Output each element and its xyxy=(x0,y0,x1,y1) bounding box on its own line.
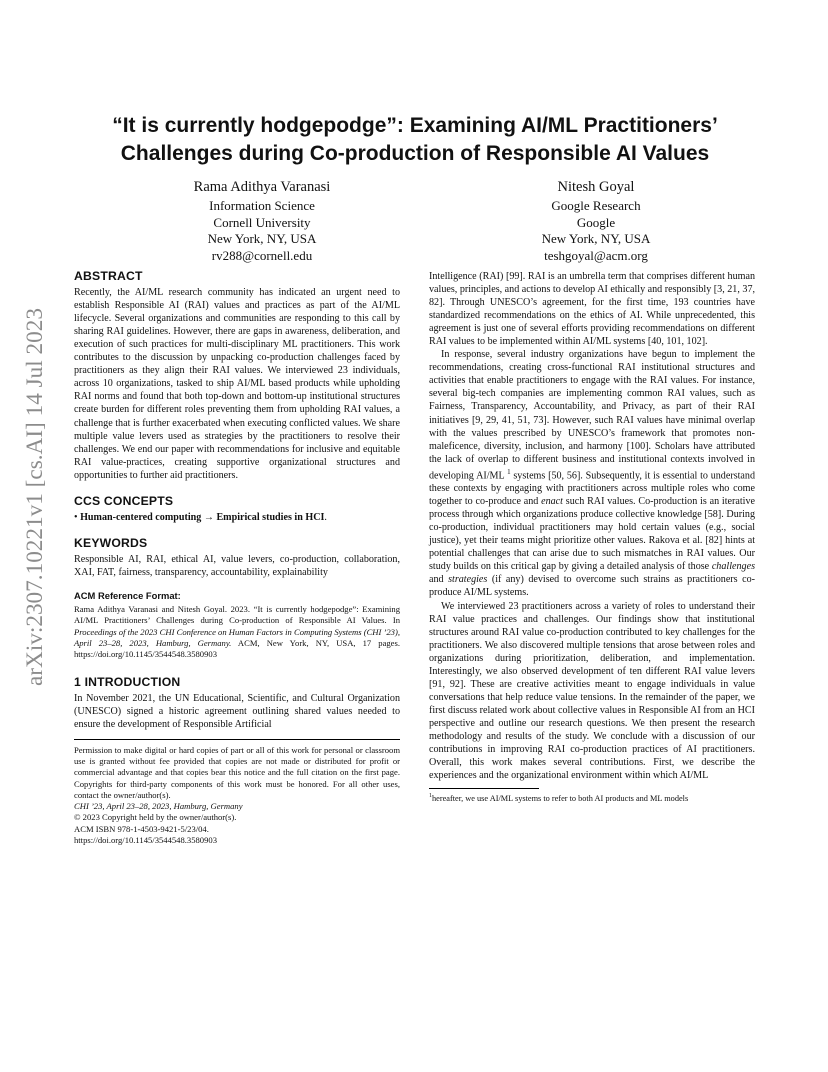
body-paragraph-1: Intelligence (RAI) [99]. RAI is an umbrella term that comprises different human values, principles, and actions to develop AI ethically and responsibly [3, 21, 37, 82]. Through UNESCO’s agreement, for the first time, 193 countries have standardized recommendations on the ethics of AI. While unprecedented, this agreement is just one of several efforts providing recommendations on different RAI values to be implemented within AI/ML systems [40, 101, 102]. xyxy=(429,271,756,348)
permission-text: Permission to make digital or hard copies of part or all of this work for personal or classroom use is granted without fee provided that copies are not made or distributed for profit or commercial advantage and that copies bear this notice and the full citation on the first page. Copyrights for third-party components of this work must be honored. For all other uses, contact the owner/author(s). xyxy=(74,744,400,800)
acm-ref-part1: Rama Adithya Varanasi and Nitesh Goyal. 2023. “It is currently hodgepodge”: Examining AI/ML Practitioners’ Challenges during Co-production of Responsible AI Values. In xyxy=(74,604,400,626)
keywords-text: Responsible AI, RAI, ethical AI, value levers, co-production, collaboration, XAI, FAT, fairness, transparency, accountability, explainability xyxy=(74,553,400,578)
p2-text-e: (if any) devised to overcome such strains as practitioners co-produce AI/ML systems. xyxy=(429,574,755,599)
author-organization: Cornell University xyxy=(213,214,311,230)
ccs-arrow: → xyxy=(203,511,214,523)
arxiv-stamp-svg xyxy=(20,306,48,686)
arxiv-id-text: arXiv:2307.10221v1 [cs.AI] 14 Jul 2023 xyxy=(22,311,47,686)
ccs-bullet: • xyxy=(74,511,78,523)
acm-reference-heading: ACM Reference Format: xyxy=(74,589,181,601)
doi-line: https://doi.org/10.1145/3544548.3580903 xyxy=(74,835,217,846)
introduction-heading: 1 INTRODUCTION xyxy=(74,674,181,689)
footer-rule xyxy=(74,739,400,740)
isbn-line: ACM ISBN 978-1-4503-9421-5/23/04. xyxy=(74,823,209,834)
conference-text: CHI ’23, April 23–28, 2023, Hamburg, Germany xyxy=(74,801,243,812)
permission-block xyxy=(74,745,400,847)
author-department: Information Science xyxy=(209,198,315,213)
author-organization: Google xyxy=(576,214,616,230)
ccs-heading: CCS CONCEPTS xyxy=(74,493,174,508)
p2-text-c: such RAI values. Co-production is an iterative process through which organizations produce collective knowledge [58]. During co-production, individual practitioners may hold certain values (e.g., social justice), yet their teams might prioritize other values. Rakova et al. [82] hints at potential challenges that can arise due to such mismatches in RAI values. Our study builds on this critical gap by giving a detailed analysis of those xyxy=(429,496,755,573)
ccs-concept-a: Human-centered computing xyxy=(80,511,202,523)
left-column xyxy=(74,270,400,846)
intro-paragraph: In November 2021, the UN Educational, Scientific, and Cultural Organization (UNESCO) signed a historic agreement outlining shared values needed to ensure the development of Responsible Artificial xyxy=(74,692,400,730)
paper-title: “It is currently hodgepodge”: Examining AI/ML Practitioners’ Challenges during Co-production of Responsible AI Values xyxy=(112,114,718,165)
author-location: New York, NY, USA xyxy=(541,231,651,246)
body-paragraph-3: We interviewed 23 practitioners across a variety of roles to understand their RAI value practices and challenges. Our findings show that institutional structures around RAI value co-production contributed to key challenges for the practitioners. We also discovered multiple tensions that arose between roles and organizations during prioritization, deliberation, and implementation. Interestingly, we also observed development of ten different RAI value levers [91, 92]. These are creative activities meant to engage individuals in value conversations that help reduce value tensions. In the remainder of the paper, we first discuss related work about collective values in Responsible AI from an HCI perspective and outline our research questions. We then present the research methodology and results of the study. We conclude with a discussion of our contributions in improving RAI co-production practices of AI practitioners. Overall, this work makes several contributions. First, we describe the experiences and the organizational environment within which AI/ML xyxy=(429,600,755,782)
author-email: teshgoyal@acm.org xyxy=(544,247,648,263)
footnote-number: 1 xyxy=(429,793,432,800)
footnote-marker: 1 xyxy=(507,467,511,476)
p2-text-d: and xyxy=(429,574,449,586)
author-email: rv288@cornell.edu xyxy=(211,247,313,263)
p2-text-b: systems [50, 56]. Subsequently, it is essential to understand these contexts by engaging with practitioners across multiple roles who come together to co-produce and xyxy=(429,470,755,508)
author-department: Google Research xyxy=(551,198,641,213)
footnote-content: hereafter, we use AI/ML systems to refer to both AI products and ML models xyxy=(432,793,689,803)
author-location: New York, NY, USA xyxy=(207,231,317,246)
abstract-heading: ABSTRACT xyxy=(74,269,143,283)
footnote-area xyxy=(429,788,755,804)
p2-text-a: In response, several industry organizations have begun to implement the recommendations, creating cross-functional RAI institutional structures and activities that enable practitioners to engage with the RAI values. For instance, several big-tech companies are implementing common RAI values, such as Fairness, Transparency, Accountability, and Privacy, as part of their RAI initiatives [9, 29, 41, 51, 73]. However, such RAI values have minimal overlap with the values prescribed by UNESCO’s framework that promotes non-maleficence, diversity, inclusion, and harmony [100]. Scholars have attributed the lack of overlap to different business and institutional contexts involved in developing AI/ML xyxy=(429,349,755,482)
body-paragraph-2 xyxy=(429,348,755,599)
ccs-concepts xyxy=(74,511,400,524)
author-block-2 xyxy=(476,178,716,264)
acm-reference-text xyxy=(74,604,400,660)
conference-line xyxy=(74,801,400,812)
acm-ref-part2: ACM, New York, NY, USA, 17 pages. https://doi.org/10.1145/3544548.3580903 xyxy=(74,637,400,660)
p2-emphasis-enact: enact xyxy=(541,496,563,508)
acm-ref-venue: Proceedings of the 2023 CHI Conference on Human Factors in Computing Systems (CHI ’23), April 23–28, 2023, Hamburg, Germany. xyxy=(74,626,400,648)
keywords-heading: KEYWORDS xyxy=(74,535,148,550)
ccs-concept-b: Empirical studies in HCI xyxy=(216,511,325,523)
copyright-line: © 2023 Copyright held by the owner/author(s). xyxy=(74,812,237,823)
arxiv-identifier-stamp xyxy=(20,306,48,686)
footnote-rule xyxy=(429,788,539,789)
author-name: Nitesh Goyal xyxy=(557,179,635,195)
abstract-text: Recently, the AI/ML research community has indicated an urgent need to establish Responsible AI (RAI) values and practices as part of the AI/ML lifecycle. Several organizations and communities are responding to this call by sharing RAI guidelines. However, there are gaps in awareness, deliberation, and execution of such practices for multi-disciplinary ML practitioners. This work contributes to the discussion by unpacking co-production challenges faced by practitioners as they align their RAI values. We interviewed 23 individuals, across 10 organizations, tasked to ship AI/ML based products while upholding RAI norms and found that both top-down and bottom-up institutional structures create burden for different roles preventing them from upholding RAI values, a challenge that is further exacerbated when executing conflicted values. We share multiple value levers used as strategies by the practitioners to resolve their challenges. We end our paper with recommendations for inclusive and equitable RAI value-practices, creating supportive organizational structures and opportunities to further aid practitioners. xyxy=(74,287,400,481)
right-column xyxy=(429,270,755,804)
p2-emphasis-strategies: strategies xyxy=(448,574,488,586)
author-name: Rama Adithya Varanasi xyxy=(193,179,331,195)
p2-emphasis-challenges: challenges xyxy=(711,561,755,573)
footnote-text xyxy=(429,791,755,804)
ccs-end: . xyxy=(324,511,327,523)
author-block-1 xyxy=(142,178,382,264)
